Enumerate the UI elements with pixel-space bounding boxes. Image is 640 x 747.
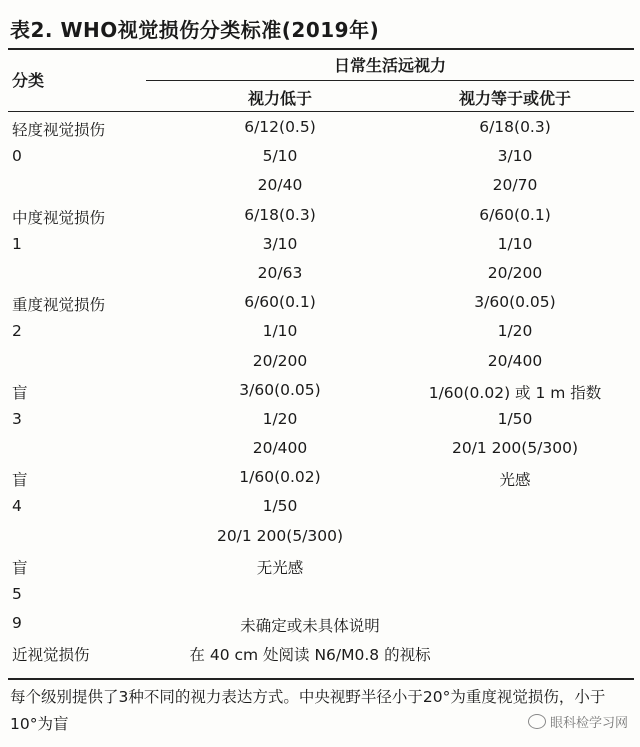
table-row	[0, 493, 640, 522]
row-category: 1	[12, 234, 22, 253]
table-body	[0, 114, 640, 669]
table-row	[0, 523, 640, 552]
row-span-cell: 在 40 cm 处阅读 N6/M0.8 的视标	[189, 646, 431, 665]
row-equal-better-value: 6/18(0.3)	[479, 118, 551, 136]
row-category: 4	[12, 497, 22, 516]
row-below-value: 3/10	[262, 234, 298, 253]
row-category: 3	[12, 409, 22, 428]
row-category: 重度视觉损伤	[12, 296, 106, 315]
row-equal-better-value: 20/400	[487, 351, 543, 370]
row-equal-better-value: 1/20	[497, 322, 533, 341]
row-category: 近视觉损伤	[12, 646, 90, 665]
footnote: 每个级别提供了3种不同的视力表达方式。中央视野半径小于20°为重度视觉损伤，小于10°为盲	[10, 688, 606, 733]
header-group: 日常生活远视力	[333, 56, 446, 75]
row-category: 轻度视觉损伤	[12, 121, 106, 139]
table-row	[0, 260, 640, 289]
row-equal-better-value: 20/1 200(5/300)	[451, 439, 579, 458]
header-category: 分类	[12, 71, 45, 90]
row-equal-better-value: 1/60(0.02) 或 1 m 指数	[428, 383, 602, 402]
table-row	[0, 552, 640, 581]
header-col2: 视力等于或优于	[458, 89, 571, 108]
row-below-value: 6/60(0.1)	[244, 293, 316, 312]
row-below-value: 20/400	[252, 439, 308, 458]
table-row	[0, 639, 640, 668]
row-below-value: 6/12(0.5)	[244, 118, 316, 136]
row-equal-better-value: 6/60(0.1)	[479, 205, 551, 224]
row-equal-better-value: 20/200	[487, 263, 543, 282]
row-below-value: 1/20	[262, 409, 298, 428]
row-equal-better-value: 1/10	[497, 234, 533, 253]
row-below-value: 5/10	[262, 147, 298, 166]
row-category: 盲	[12, 558, 28, 577]
table-row	[0, 231, 640, 260]
row-category: 0	[12, 147, 22, 166]
table-row	[0, 435, 640, 464]
row-below-value: 无光感	[256, 558, 304, 577]
row-category: 盲	[12, 383, 28, 402]
table-row	[0, 348, 640, 377]
table-row	[0, 289, 640, 318]
row-below-value: 20/63	[257, 263, 303, 282]
row-equal-better-value: 20/70	[492, 176, 538, 195]
table-row	[0, 202, 640, 231]
bottom-rule	[8, 678, 634, 680]
row-below-value: 6/18(0.3)	[244, 205, 316, 224]
row-category: 盲	[12, 471, 28, 490]
header-rule	[8, 111, 634, 112]
row-category: 中度视觉损伤	[12, 208, 106, 227]
table-row	[0, 464, 640, 493]
row-below-value: 1/50	[262, 497, 298, 516]
row-span-cell: 未确定或未具体说明	[240, 617, 380, 636]
row-below-value: 20/1 200(5/300)	[216, 526, 344, 545]
table-row	[0, 406, 640, 435]
table-row	[0, 581, 640, 610]
row-below-value: 1/10	[262, 322, 298, 341]
row-category: 5	[12, 585, 22, 603]
table-row	[0, 318, 640, 347]
header-col1: 视力低于	[247, 89, 312, 108]
row-equal-better-value: 3/60(0.05)	[474, 293, 556, 312]
row-equal-better-value: 光感	[499, 471, 531, 490]
table-row	[0, 114, 640, 143]
watermark-text: 眼科检学习网	[549, 716, 628, 731]
table-title: 表2. WHO视觉损伤分类标准(2019年)	[10, 18, 380, 42]
top-rule	[8, 48, 634, 50]
row-below-value: 20/200	[252, 351, 308, 370]
table-row	[0, 377, 640, 406]
table-row	[0, 143, 640, 172]
table-row	[0, 610, 640, 639]
watermark	[528, 712, 628, 731]
row-equal-better-value: 1/50	[497, 409, 533, 428]
row-category: 9	[12, 614, 22, 633]
table-row	[0, 172, 640, 201]
row-below-value: 20/40	[257, 176, 303, 195]
row-below-value: 3/60(0.05)	[239, 380, 321, 399]
row-equal-better-value: 3/10	[497, 147, 533, 166]
wechat-icon	[528, 714, 546, 729]
group-rule	[146, 80, 634, 81]
row-category: 2	[12, 322, 22, 341]
row-below-value: 1/60(0.02)	[239, 468, 321, 487]
